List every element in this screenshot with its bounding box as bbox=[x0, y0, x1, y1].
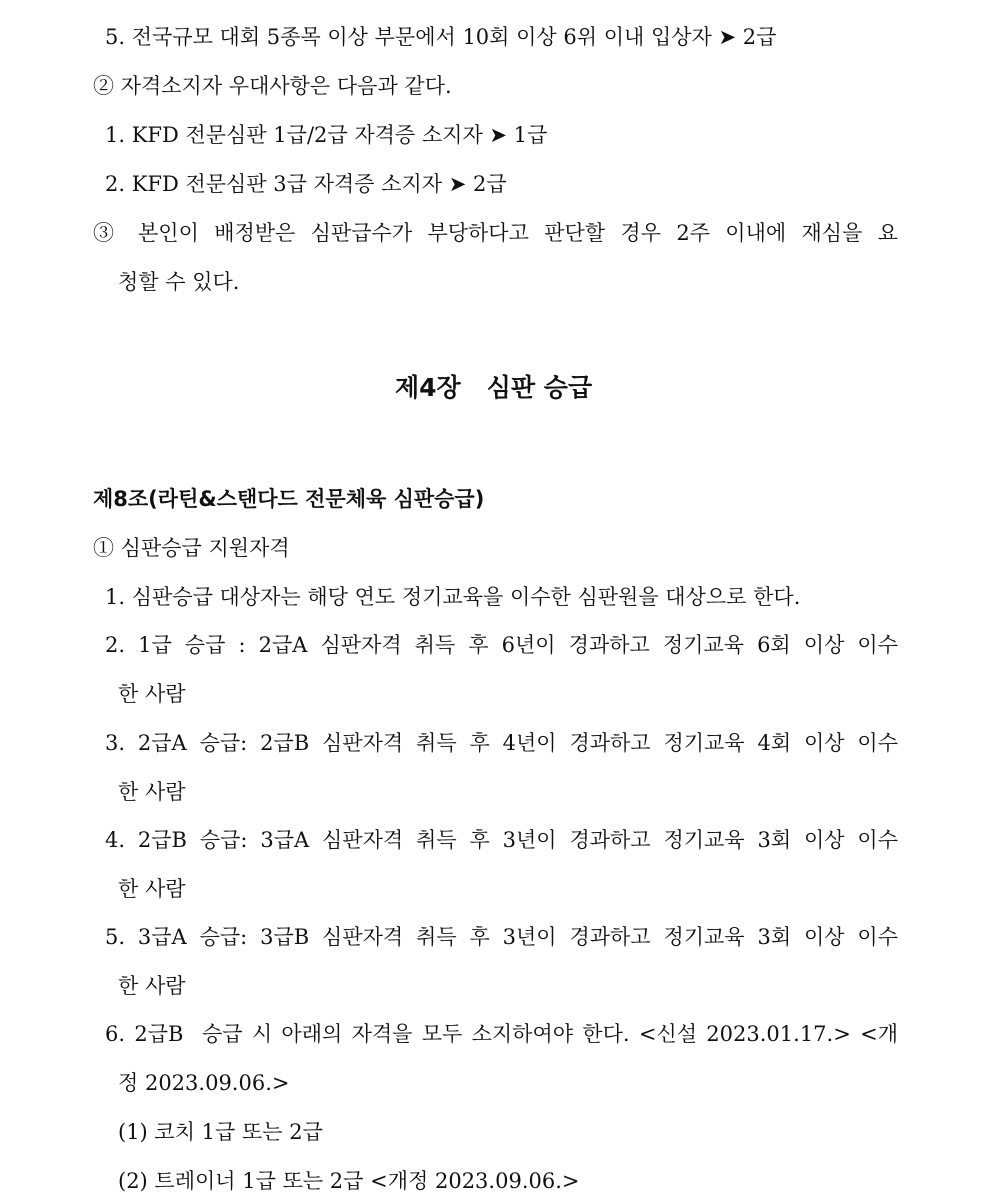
item-3-grade-2a-promotion: 3. 2급A 승급: 2급B 심판자격 취득 후 4년이 경과하고 정기교육 4회 이상 이수 bbox=[105, 731, 898, 755]
item-5-grade-3a-promotion: 5. 3급A 승급: 3급B 심판자격 취득 후 3년이 경과하고 정기교육 3회 이상 이수 bbox=[105, 925, 898, 949]
item-2-grade-1-promotion: 2. 1급 승급 : 2급A 심판자격 취득 후 6년이 경과하고 정기교육 6회 이상 이수 bbox=[105, 633, 898, 657]
clause-3-reexamination: ③ 본인이 배정받은 심판급수가 부당하다고 판단할 경우 2주 이내에 재심을 요 bbox=[93, 221, 898, 245]
article-8-heading: 제8조(라틴&스탠다드 전문체육 심판승급) bbox=[93, 487, 485, 511]
item-5-national-competition: 5. 전국규모 대회 5종목 이상 부문에서 10회 이상 6위 이내 입상자 ➤ 2급 bbox=[105, 25, 777, 49]
sub-item-2-trainer: (2) 트레이너 1급 또는 2급 <개정 2023.09.06.> bbox=[118, 1169, 580, 1193]
chapter-title: 제4장 심판 승급 bbox=[395, 373, 593, 402]
clause-1-eligibility: ① 심판승급 지원자격 bbox=[93, 536, 290, 560]
item-4-continuation: 한 사람 bbox=[118, 877, 186, 901]
item-5-continuation: 한 사람 bbox=[118, 974, 186, 998]
item-4-grade-2b-promotion: 4. 2급B 승급: 3급A 심판자격 취득 후 3년이 경과하고 정기교육 3회 이상 이수 bbox=[105, 828, 898, 852]
item-1-target: 1. 심판승급 대상자는 해당 연도 정기교육을 이수한 심판원을 대상으로 한다. bbox=[105, 585, 801, 609]
item-2-continuation: 한 사람 bbox=[118, 682, 186, 706]
item-3-continuation: 한 사람 bbox=[118, 780, 186, 804]
clause-3-continuation: 청할 수 있다. bbox=[118, 270, 240, 294]
item-6-grade-2b-requirements: 6. 2급B 승급 시 아래의 자격을 모두 소지하여야 한다. <신설 2023.01.17.> <개 bbox=[105, 1022, 898, 1046]
clause-2-qualification-benefits: ② 자격소지자 우대사항은 다음과 같다. bbox=[93, 74, 452, 98]
item-1-kfd-grade-1-2: 1. KFD 전문심판 1급/2급 자격증 소지자 ➤ 1급 bbox=[105, 123, 548, 147]
item-6-continuation: 정 2023.09.06.> bbox=[118, 1071, 290, 1095]
sub-item-1-coach: (1) 코치 1급 또는 2급 bbox=[118, 1120, 323, 1144]
item-2-kfd-grade-3: 2. KFD 전문심판 3급 자격증 소지자 ➤ 2급 bbox=[105, 172, 507, 196]
